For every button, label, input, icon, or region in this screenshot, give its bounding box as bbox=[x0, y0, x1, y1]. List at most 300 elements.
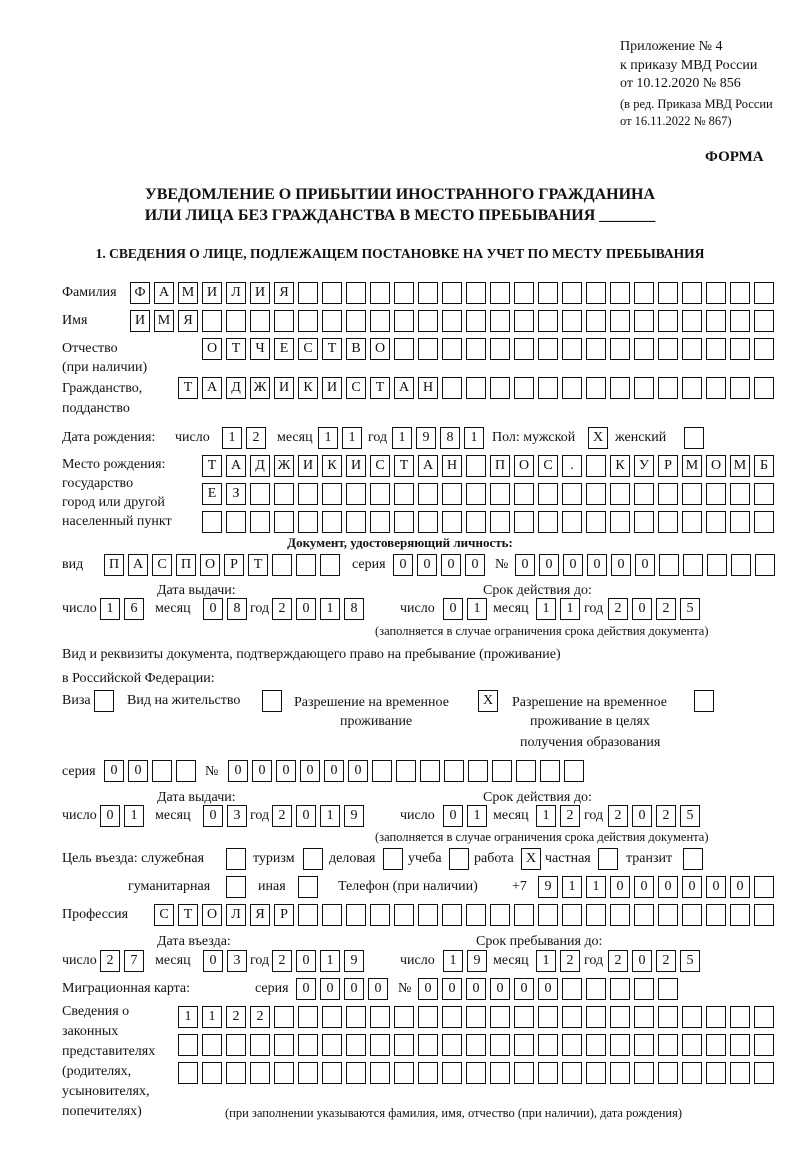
char-box[interactable]: 0 bbox=[203, 950, 223, 972]
char-box[interactable]: Т bbox=[178, 904, 198, 926]
char-box[interactable] bbox=[586, 377, 606, 399]
char-box[interactable]: 2 bbox=[608, 950, 628, 972]
char-box[interactable] bbox=[298, 310, 318, 332]
id-valid-day-field[interactable] bbox=[443, 598, 487, 620]
char-box[interactable] bbox=[202, 511, 222, 533]
char-box[interactable] bbox=[586, 1062, 606, 1084]
profession-field[interactable] bbox=[154, 904, 774, 926]
purpose-work-checkbox[interactable] bbox=[521, 848, 541, 870]
char-box[interactable] bbox=[683, 848, 703, 870]
char-box[interactable] bbox=[610, 310, 630, 332]
char-box[interactable] bbox=[682, 1062, 702, 1084]
char-box[interactable] bbox=[682, 282, 702, 304]
char-box[interactable] bbox=[586, 1006, 606, 1028]
char-box[interactable] bbox=[682, 511, 702, 533]
char-box[interactable] bbox=[442, 377, 462, 399]
char-box[interactable] bbox=[394, 1034, 414, 1056]
id-doc-type-field[interactable] bbox=[104, 554, 340, 576]
char-box[interactable]: 0 bbox=[465, 554, 485, 576]
char-box[interactable]: 0 bbox=[442, 978, 462, 1000]
char-box[interactable]: 5 bbox=[680, 598, 700, 620]
char-box[interactable] bbox=[562, 1034, 582, 1056]
char-box[interactable]: 2 bbox=[100, 950, 120, 972]
char-box[interactable]: 8 bbox=[344, 598, 364, 620]
char-box[interactable] bbox=[272, 554, 292, 576]
char-box[interactable] bbox=[658, 1062, 678, 1084]
char-box[interactable] bbox=[346, 1062, 366, 1084]
char-box[interactable] bbox=[442, 282, 462, 304]
name-field[interactable] bbox=[130, 310, 774, 332]
char-box[interactable] bbox=[466, 1062, 486, 1084]
char-box[interactable] bbox=[634, 1034, 654, 1056]
char-box[interactable] bbox=[610, 1006, 630, 1028]
char-box[interactable] bbox=[490, 511, 510, 533]
char-box[interactable]: З bbox=[226, 483, 246, 505]
char-box[interactable] bbox=[754, 1034, 774, 1056]
char-box[interactable]: М bbox=[178, 282, 198, 304]
char-box[interactable] bbox=[418, 282, 438, 304]
birth-month-field[interactable] bbox=[318, 427, 362, 449]
id-issue-day-field[interactable] bbox=[100, 598, 144, 620]
char-box[interactable]: 0 bbox=[658, 876, 678, 898]
birthplace-line-2[interactable] bbox=[202, 483, 774, 505]
char-box[interactable] bbox=[442, 1034, 462, 1056]
char-box[interactable] bbox=[586, 483, 606, 505]
char-box[interactable]: 0 bbox=[539, 554, 559, 576]
char-box[interactable] bbox=[394, 338, 414, 360]
char-box[interactable] bbox=[418, 1006, 438, 1028]
char-box[interactable] bbox=[418, 1034, 438, 1056]
char-box[interactable] bbox=[490, 1062, 510, 1084]
char-box[interactable]: Н bbox=[418, 377, 438, 399]
char-box[interactable] bbox=[514, 483, 534, 505]
char-box[interactable] bbox=[514, 310, 534, 332]
char-box[interactable] bbox=[466, 1034, 486, 1056]
char-box[interactable] bbox=[250, 1034, 270, 1056]
char-box[interactable]: А bbox=[128, 554, 148, 576]
stay-issue-month-field[interactable] bbox=[203, 805, 247, 827]
char-box[interactable]: 9 bbox=[538, 876, 558, 898]
char-box[interactable] bbox=[730, 511, 750, 533]
stay-until-year-field[interactable] bbox=[608, 950, 700, 972]
char-box[interactable] bbox=[730, 1062, 750, 1084]
char-box[interactable] bbox=[322, 483, 342, 505]
char-box[interactable]: Я bbox=[178, 310, 198, 332]
char-box[interactable] bbox=[562, 1006, 582, 1028]
char-box[interactable] bbox=[346, 282, 366, 304]
char-box[interactable] bbox=[274, 511, 294, 533]
char-box[interactable]: Т bbox=[226, 338, 246, 360]
char-box[interactable] bbox=[466, 1006, 486, 1028]
entry-day-field[interactable] bbox=[100, 950, 144, 972]
char-box[interactable]: 0 bbox=[417, 554, 437, 576]
entry-year-field[interactable] bbox=[272, 950, 364, 972]
char-box[interactable] bbox=[466, 282, 486, 304]
char-box[interactable]: 5 bbox=[680, 805, 700, 827]
char-box[interactable] bbox=[152, 760, 172, 782]
char-box[interactable]: 0 bbox=[100, 805, 120, 827]
char-box[interactable] bbox=[682, 338, 702, 360]
char-box[interactable] bbox=[538, 904, 558, 926]
char-box[interactable] bbox=[538, 338, 558, 360]
char-box[interactable]: 1 bbox=[342, 427, 362, 449]
char-box[interactable] bbox=[538, 282, 558, 304]
char-box[interactable] bbox=[490, 282, 510, 304]
char-box[interactable] bbox=[706, 377, 726, 399]
char-box[interactable]: Т bbox=[322, 338, 342, 360]
visa-checkbox[interactable] bbox=[94, 690, 114, 712]
char-box[interactable] bbox=[634, 338, 654, 360]
char-box[interactable]: 5 bbox=[680, 950, 700, 972]
char-box[interactable] bbox=[634, 511, 654, 533]
char-box[interactable]: 1 bbox=[320, 805, 340, 827]
stay-number-field[interactable] bbox=[228, 760, 584, 782]
char-box[interactable] bbox=[490, 310, 510, 332]
char-box[interactable]: А bbox=[418, 455, 438, 477]
char-box[interactable]: 8 bbox=[227, 598, 247, 620]
char-box[interactable]: 0 bbox=[443, 805, 463, 827]
char-box[interactable] bbox=[370, 1006, 390, 1028]
char-box[interactable]: 0 bbox=[611, 554, 631, 576]
char-box[interactable] bbox=[394, 1062, 414, 1084]
char-box[interactable]: К bbox=[322, 455, 342, 477]
char-box[interactable]: 2 bbox=[272, 598, 292, 620]
char-box[interactable]: Т bbox=[394, 455, 414, 477]
char-box[interactable]: 0 bbox=[203, 805, 223, 827]
char-box[interactable] bbox=[730, 338, 750, 360]
char-box[interactable] bbox=[394, 1006, 414, 1028]
char-box[interactable]: 7 bbox=[124, 950, 144, 972]
migration-series-field[interactable] bbox=[296, 978, 388, 1000]
char-box[interactable] bbox=[394, 904, 414, 926]
char-box[interactable] bbox=[449, 848, 469, 870]
char-box[interactable] bbox=[250, 1062, 270, 1084]
char-box[interactable] bbox=[586, 338, 606, 360]
char-box[interactable] bbox=[442, 483, 462, 505]
char-box[interactable]: 2 bbox=[656, 950, 676, 972]
char-box[interactable] bbox=[562, 377, 582, 399]
char-box[interactable] bbox=[298, 511, 318, 533]
char-box[interactable]: 2 bbox=[272, 950, 292, 972]
id-doc-number-field[interactable] bbox=[515, 554, 775, 576]
char-box[interactable]: Ж bbox=[274, 455, 294, 477]
char-box[interactable]: О bbox=[202, 338, 222, 360]
representatives-line-2[interactable] bbox=[178, 1034, 774, 1056]
char-box[interactable]: Ч bbox=[250, 338, 270, 360]
purpose-transit-checkbox[interactable] bbox=[683, 848, 703, 870]
char-box[interactable]: 0 bbox=[587, 554, 607, 576]
char-box[interactable]: 0 bbox=[128, 760, 148, 782]
char-box[interactable]: 0 bbox=[368, 978, 388, 1000]
char-box[interactable] bbox=[564, 760, 584, 782]
char-box[interactable] bbox=[226, 848, 246, 870]
char-box[interactable] bbox=[586, 511, 606, 533]
char-box[interactable] bbox=[250, 310, 270, 332]
char-box[interactable] bbox=[418, 904, 438, 926]
char-box[interactable] bbox=[202, 1034, 222, 1056]
char-box[interactable] bbox=[516, 760, 536, 782]
char-box[interactable]: 0 bbox=[563, 554, 583, 576]
stay-issue-day-field[interactable] bbox=[100, 805, 144, 827]
char-box[interactable] bbox=[514, 338, 534, 360]
char-box[interactable] bbox=[178, 1062, 198, 1084]
char-box[interactable]: 1 bbox=[586, 876, 606, 898]
char-box[interactable] bbox=[442, 511, 462, 533]
char-box[interactable] bbox=[298, 876, 318, 898]
trp-edu-checkbox[interactable] bbox=[694, 690, 714, 712]
char-box[interactable] bbox=[682, 1006, 702, 1028]
char-box[interactable]: 0 bbox=[300, 760, 320, 782]
char-box[interactable] bbox=[682, 904, 702, 926]
char-box[interactable]: К bbox=[298, 377, 318, 399]
char-box[interactable]: У bbox=[634, 455, 654, 477]
id-valid-year-field[interactable] bbox=[608, 598, 700, 620]
char-box[interactable] bbox=[683, 554, 703, 576]
char-box[interactable] bbox=[346, 511, 366, 533]
char-box[interactable] bbox=[226, 1062, 246, 1084]
char-box[interactable] bbox=[682, 310, 702, 332]
char-box[interactable]: 9 bbox=[344, 805, 364, 827]
char-box[interactable] bbox=[634, 1062, 654, 1084]
entry-month-field[interactable] bbox=[203, 950, 247, 972]
char-box[interactable] bbox=[322, 1034, 342, 1056]
char-box[interactable]: О bbox=[370, 338, 390, 360]
char-box[interactable] bbox=[490, 1006, 510, 1028]
char-box[interactable]: 2 bbox=[656, 805, 676, 827]
char-box[interactable] bbox=[538, 1062, 558, 1084]
char-box[interactable]: 1 bbox=[443, 950, 463, 972]
char-box[interactable]: Д bbox=[226, 377, 246, 399]
char-box[interactable]: Т bbox=[202, 455, 222, 477]
purpose-private-checkbox[interactable] bbox=[598, 848, 618, 870]
char-box[interactable] bbox=[418, 483, 438, 505]
char-box[interactable] bbox=[610, 1062, 630, 1084]
char-box[interactable] bbox=[610, 511, 630, 533]
char-box[interactable]: И bbox=[322, 377, 342, 399]
purpose-other-checkbox[interactable] bbox=[298, 876, 318, 898]
char-box[interactable] bbox=[634, 904, 654, 926]
id-doc-series-field[interactable] bbox=[393, 554, 485, 576]
char-box[interactable]: П bbox=[104, 554, 124, 576]
char-box[interactable] bbox=[346, 1034, 366, 1056]
char-box[interactable] bbox=[754, 338, 774, 360]
char-box[interactable] bbox=[298, 282, 318, 304]
char-box[interactable]: 0 bbox=[635, 554, 655, 576]
char-box[interactable]: X bbox=[478, 690, 498, 712]
purpose-tourism-checkbox[interactable] bbox=[303, 848, 323, 870]
char-box[interactable] bbox=[754, 1062, 774, 1084]
char-box[interactable]: О bbox=[202, 904, 222, 926]
char-box[interactable] bbox=[562, 483, 582, 505]
char-box[interactable] bbox=[466, 455, 486, 477]
char-box[interactable] bbox=[296, 554, 316, 576]
char-box[interactable] bbox=[658, 377, 678, 399]
char-box[interactable]: 2 bbox=[250, 1006, 270, 1028]
char-box[interactable] bbox=[442, 338, 462, 360]
char-box[interactable] bbox=[322, 904, 342, 926]
char-box[interactable]: Б bbox=[754, 455, 774, 477]
char-box[interactable]: Р bbox=[658, 455, 678, 477]
char-box[interactable]: 0 bbox=[490, 978, 510, 1000]
char-box[interactable] bbox=[610, 978, 630, 1000]
char-box[interactable] bbox=[514, 1062, 534, 1084]
char-box[interactable] bbox=[538, 1006, 558, 1028]
char-box[interactable] bbox=[370, 511, 390, 533]
char-box[interactable]: 1 bbox=[536, 805, 556, 827]
char-box[interactable] bbox=[466, 904, 486, 926]
char-box[interactable]: 0 bbox=[634, 876, 654, 898]
char-box[interactable] bbox=[658, 483, 678, 505]
char-box[interactable] bbox=[706, 310, 726, 332]
char-box[interactable]: О bbox=[514, 455, 534, 477]
char-box[interactable]: И bbox=[298, 455, 318, 477]
char-box[interactable]: 3 bbox=[227, 950, 247, 972]
char-box[interactable] bbox=[394, 511, 414, 533]
char-box[interactable] bbox=[370, 483, 390, 505]
stay-valid-month-field[interactable] bbox=[536, 805, 580, 827]
char-box[interactable]: 0 bbox=[441, 554, 461, 576]
char-box[interactable]: 0 bbox=[252, 760, 272, 782]
char-box[interactable] bbox=[610, 338, 630, 360]
char-box[interactable] bbox=[303, 848, 323, 870]
char-box[interactable] bbox=[442, 310, 462, 332]
char-box[interactable]: С bbox=[298, 338, 318, 360]
char-box[interactable] bbox=[322, 282, 342, 304]
phone-field[interactable] bbox=[538, 876, 774, 898]
purpose-humanitarian-checkbox[interactable] bbox=[226, 876, 246, 898]
char-box[interactable]: С bbox=[538, 455, 558, 477]
char-box[interactable]: И bbox=[346, 455, 366, 477]
char-box[interactable] bbox=[274, 1062, 294, 1084]
char-box[interactable] bbox=[754, 904, 774, 926]
char-box[interactable]: . bbox=[562, 455, 582, 477]
char-box[interactable]: 0 bbox=[443, 598, 463, 620]
char-box[interactable] bbox=[372, 760, 392, 782]
char-box[interactable] bbox=[610, 904, 630, 926]
char-box[interactable] bbox=[274, 1034, 294, 1056]
char-box[interactable] bbox=[226, 876, 246, 898]
char-box[interactable] bbox=[562, 310, 582, 332]
char-box[interactable] bbox=[586, 904, 606, 926]
char-box[interactable] bbox=[370, 1062, 390, 1084]
char-box[interactable]: 9 bbox=[344, 950, 364, 972]
char-box[interactable] bbox=[250, 511, 270, 533]
char-box[interactable] bbox=[634, 1006, 654, 1028]
char-box[interactable] bbox=[262, 690, 282, 712]
char-box[interactable] bbox=[466, 377, 486, 399]
char-box[interactable] bbox=[586, 455, 606, 477]
char-box[interactable] bbox=[562, 511, 582, 533]
char-box[interactable]: 0 bbox=[296, 598, 316, 620]
char-box[interactable]: 8 bbox=[440, 427, 460, 449]
char-box[interactable]: 1 bbox=[560, 598, 580, 620]
char-box[interactable] bbox=[562, 904, 582, 926]
char-box[interactable] bbox=[706, 1034, 726, 1056]
char-box[interactable]: X bbox=[588, 427, 608, 449]
char-box[interactable]: 0 bbox=[632, 598, 652, 620]
char-box[interactable] bbox=[274, 310, 294, 332]
char-box[interactable] bbox=[754, 282, 774, 304]
char-box[interactable] bbox=[659, 554, 679, 576]
char-box[interactable]: С bbox=[154, 904, 174, 926]
char-box[interactable]: 0 bbox=[682, 876, 702, 898]
char-box[interactable]: 0 bbox=[296, 805, 316, 827]
char-box[interactable] bbox=[298, 483, 318, 505]
char-box[interactable]: 3 bbox=[227, 805, 247, 827]
char-box[interactable]: 0 bbox=[466, 978, 486, 1000]
stay-until-month-field[interactable] bbox=[536, 950, 580, 972]
char-box[interactable] bbox=[514, 1034, 534, 1056]
char-box[interactable] bbox=[466, 338, 486, 360]
char-box[interactable]: И bbox=[274, 377, 294, 399]
char-box[interactable] bbox=[226, 1034, 246, 1056]
char-box[interactable] bbox=[346, 904, 366, 926]
surname-field[interactable] bbox=[130, 282, 774, 304]
char-box[interactable] bbox=[396, 760, 416, 782]
char-box[interactable]: 1 bbox=[178, 1006, 198, 1028]
char-box[interactable]: 0 bbox=[706, 876, 726, 898]
char-box[interactable]: 9 bbox=[467, 950, 487, 972]
char-box[interactable] bbox=[298, 904, 318, 926]
char-box[interactable]: О bbox=[706, 455, 726, 477]
char-box[interactable] bbox=[658, 511, 678, 533]
char-box[interactable] bbox=[202, 1062, 222, 1084]
char-box[interactable] bbox=[94, 690, 114, 712]
char-box[interactable] bbox=[492, 760, 512, 782]
char-box[interactable] bbox=[682, 1034, 702, 1056]
char-box[interactable]: А bbox=[394, 377, 414, 399]
trp-checkbox[interactable] bbox=[478, 690, 498, 712]
char-box[interactable] bbox=[682, 377, 702, 399]
char-box[interactable] bbox=[274, 1006, 294, 1028]
char-box[interactable] bbox=[754, 876, 774, 898]
birth-day-field[interactable] bbox=[222, 427, 266, 449]
char-box[interactable]: 0 bbox=[514, 978, 534, 1000]
char-box[interactable] bbox=[418, 310, 438, 332]
char-box[interactable] bbox=[346, 483, 366, 505]
char-box[interactable] bbox=[383, 848, 403, 870]
char-box[interactable]: Ж bbox=[250, 377, 270, 399]
citizenship-field[interactable] bbox=[178, 377, 774, 399]
char-box[interactable] bbox=[610, 377, 630, 399]
char-box[interactable] bbox=[706, 1006, 726, 1028]
char-box[interactable] bbox=[490, 338, 510, 360]
char-box[interactable]: 1 bbox=[222, 427, 242, 449]
char-box[interactable] bbox=[370, 310, 390, 332]
char-box[interactable] bbox=[707, 554, 727, 576]
char-box[interactable]: П bbox=[176, 554, 196, 576]
char-box[interactable]: 2 bbox=[560, 950, 580, 972]
char-box[interactable] bbox=[586, 282, 606, 304]
migration-number-field[interactable] bbox=[418, 978, 678, 1000]
char-box[interactable] bbox=[370, 282, 390, 304]
char-box[interactable]: 1 bbox=[124, 805, 144, 827]
char-box[interactable]: В bbox=[346, 338, 366, 360]
char-box[interactable] bbox=[706, 338, 726, 360]
char-box[interactable] bbox=[658, 282, 678, 304]
char-box[interactable] bbox=[514, 511, 534, 533]
char-box[interactable]: 2 bbox=[226, 1006, 246, 1028]
char-box[interactable] bbox=[346, 1006, 366, 1028]
char-box[interactable]: Т bbox=[178, 377, 198, 399]
char-box[interactable] bbox=[444, 760, 464, 782]
char-box[interactable]: 0 bbox=[538, 978, 558, 1000]
char-box[interactable] bbox=[694, 690, 714, 712]
char-box[interactable] bbox=[298, 1006, 318, 1028]
purpose-business-checkbox[interactable] bbox=[383, 848, 403, 870]
char-box[interactable] bbox=[538, 1034, 558, 1056]
char-box[interactable]: О bbox=[200, 554, 220, 576]
